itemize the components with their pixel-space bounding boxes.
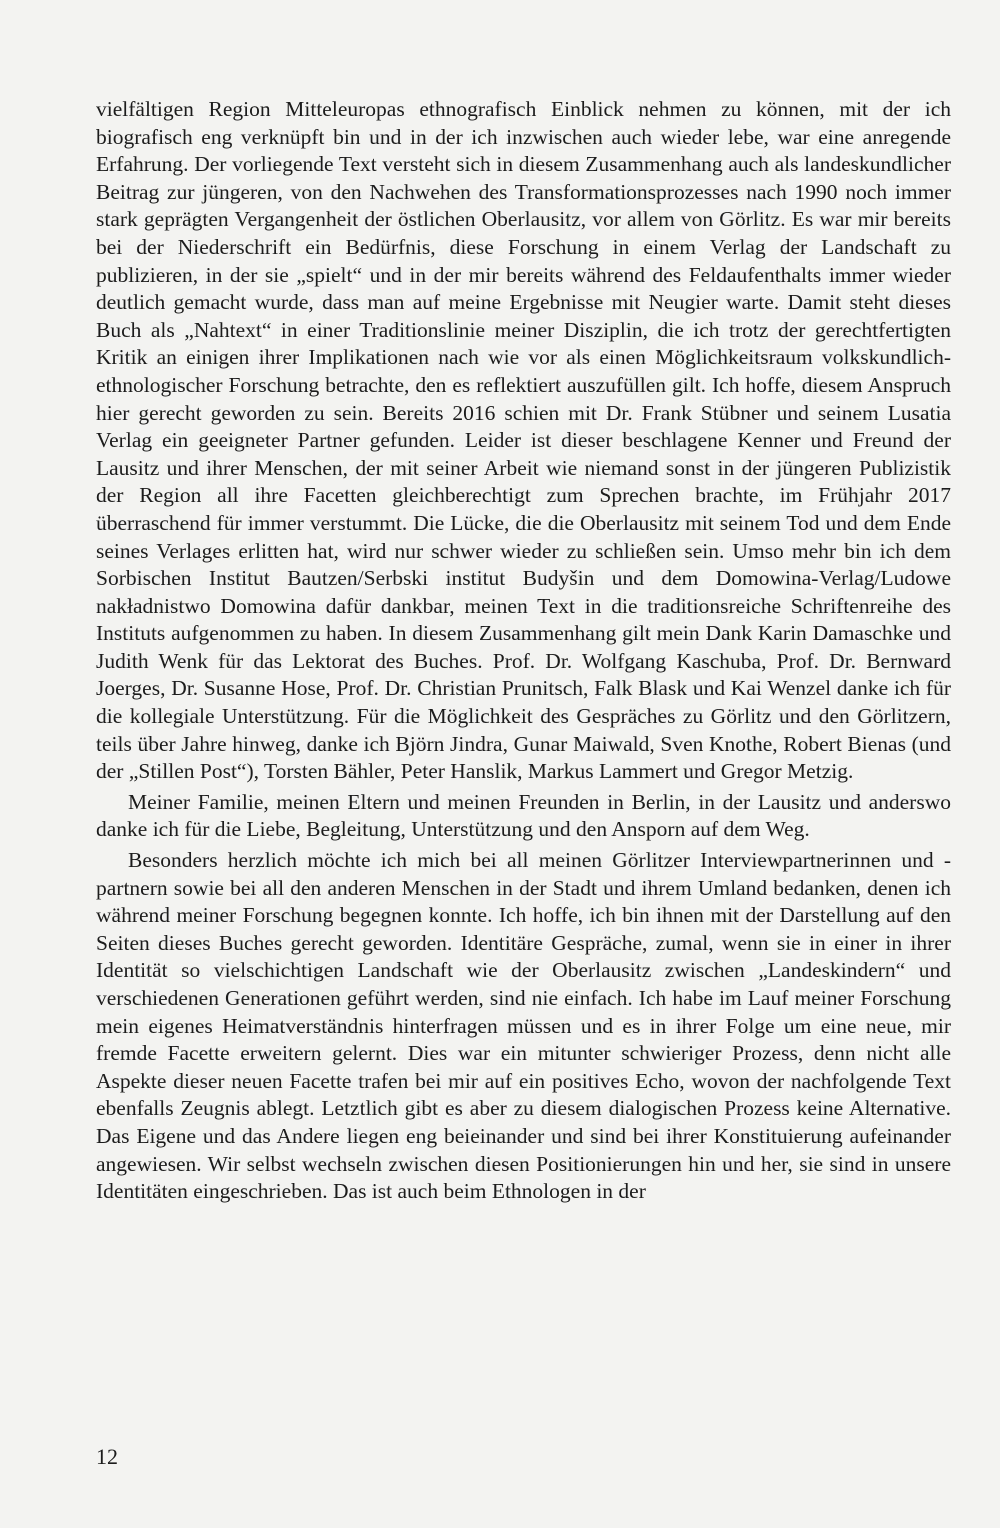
body-text [96,96,951,1206]
paragraph-3: Besonders herzlich möchte ich mich bei all meinen Görlitzer Interviewpartnerinnen und -partnern sowie bei all den anderen Menschen in der Stadt und ihrem Umland bedanken, denen ich während meiner Forschung begegnen konnte. Ich hoffe, ich bin ihnen mit der Darstellung auf den Seiten dieses Buches gerecht geworden. Identitäre Gespräche, zumal, wenn sie in einer in ihrer Identität so vielschichtigen Landschaft wie der Oberlausitz zwischen „Landeskindern“ und verschiedenen Generationen geführt werden, sind nie einfach. Ich habe im Lauf meiner Forschung mein eigenes Heimatverständnis hinterfragen müssen und es in ihrer Folge um eine neue, mir fremde Facette erweitern gelernt. Dies war ein mitunter schwieriger Prozess, denn nicht alle Aspekte dieser neuen Facette trafen bei mir auf ein positives Echo, wovon der nachfolgende Text ebenfalls Zeugnis ablegt. Letztlich gibt es aber zu diesem dialogischen Prozess keine Alternative. Das Eigene und das Andere liegen eng beieinander und sind bei ihrer Konstituierung aufeinander angewiesen. Wir selbst wechseln zwischen diesen Positionierungen hin und her, sie sind in unsere Identitäten eingeschrieben. Das ist auch beim Ethnologen in der [96,848,951,1204]
paragraph-1: vielfältigen Region Mitteleuropas ethnografisch Einblick nehmen zu können, mit der ich biografisch eng verknüpft bin und in der ich inzwischen auch wieder lebe, war eine anregende Erfahrung. Der vorliegende Text versteht sich in diesem Zusammenhang auch als landeskundlicher Beitrag zur jüngeren, von den Nachwehen des Transformationsprozesses nach 1990 noch immer stark geprägten Vergangenheit der östlichen Oberlausitz, vor allem von Görlitz. Es war mir bereits bei der Niederschrift ein Bedürfnis, diese Forschung in einem Verlag der Landschaft zu publizieren, in der sie „spielt“ und in der mir bereits während des Feldaufenthalts immer wieder deutlich gemacht wurde, dass man auf meine Ergebnisse mit Neugier warte. Damit steht dieses Buch als „Nahtext“ in einer Traditionslinie meiner Disziplin, die ich trotz der gerechtfertigten Kritik an einigen ihrer Implikationen nach wie vor als einen Möglichkeitsraum volkskundlich-ethnologischer Forschung betrachte, den es reflektiert auszufüllen gilt. Ich hoffe, diesem Anspruch hier gerecht geworden zu sein. Bereits 2016 schien mit Dr. Frank Stübner und seinem Lusatia Verlag ein geeigneter Partner gefunden. Leider ist dieser beschlagene Kenner und Freund der Lausitz und ihrer Menschen, der mit seiner Arbeit wie niemand sonst in der jüngeren Publizistik der Region all ihre Facetten gleichberechtigt zum Sprechen brachte, im Frühjahr 2017 überraschend für immer verstummt. Die Lücke, die die Oberlausitz mit seinem Tod und dem Ende seines Verlages erlitten hat, wird nur schwer wieder zu schließen sein. Umso mehr bin ich dem Sorbischen Institut Bautzen/Serbski institut Budyšin und dem Domowina-Verlag/Ludowe nakładnistwo Domowina dafür dankbar, meinen Text in die traditionsreiche Schriftenreihe des Instituts aufgenommen zu haben. In diesem Zusammenhang gilt mein Dank Karin Damaschke und Judith Wenk für das Lektorat des Buches. Prof. Dr. Wolfgang Kaschuba, Prof. Dr. Bernward Joerges, Dr. Susanne Hose, Prof. Dr. Christian Prunitsch, Falk Blask und Kai Wenzel danke ich für die kollegiale Unterstützung. Für die Möglichkeit des Gespräches zu Görlitz und den Görlitzern, teils über Jahre hinweg, danke ich Björn Jindra, Gunar Maiwald, Sven Knothe, Robert Bienas (und der „Stillen Post“), Torsten Bähler, Peter Hanslik, Markus Lammert und Gregor Metzig. [96,97,951,784]
page-number: 12 [96,1444,118,1469]
paragraph-2: Meiner Familie, meinen Eltern und meinen Freunden in Berlin, in der Lausitz und anderswo danke ich für die Liebe, Begleitung, Unterstützung und den Ansporn auf dem Weg. [96,789,951,842]
